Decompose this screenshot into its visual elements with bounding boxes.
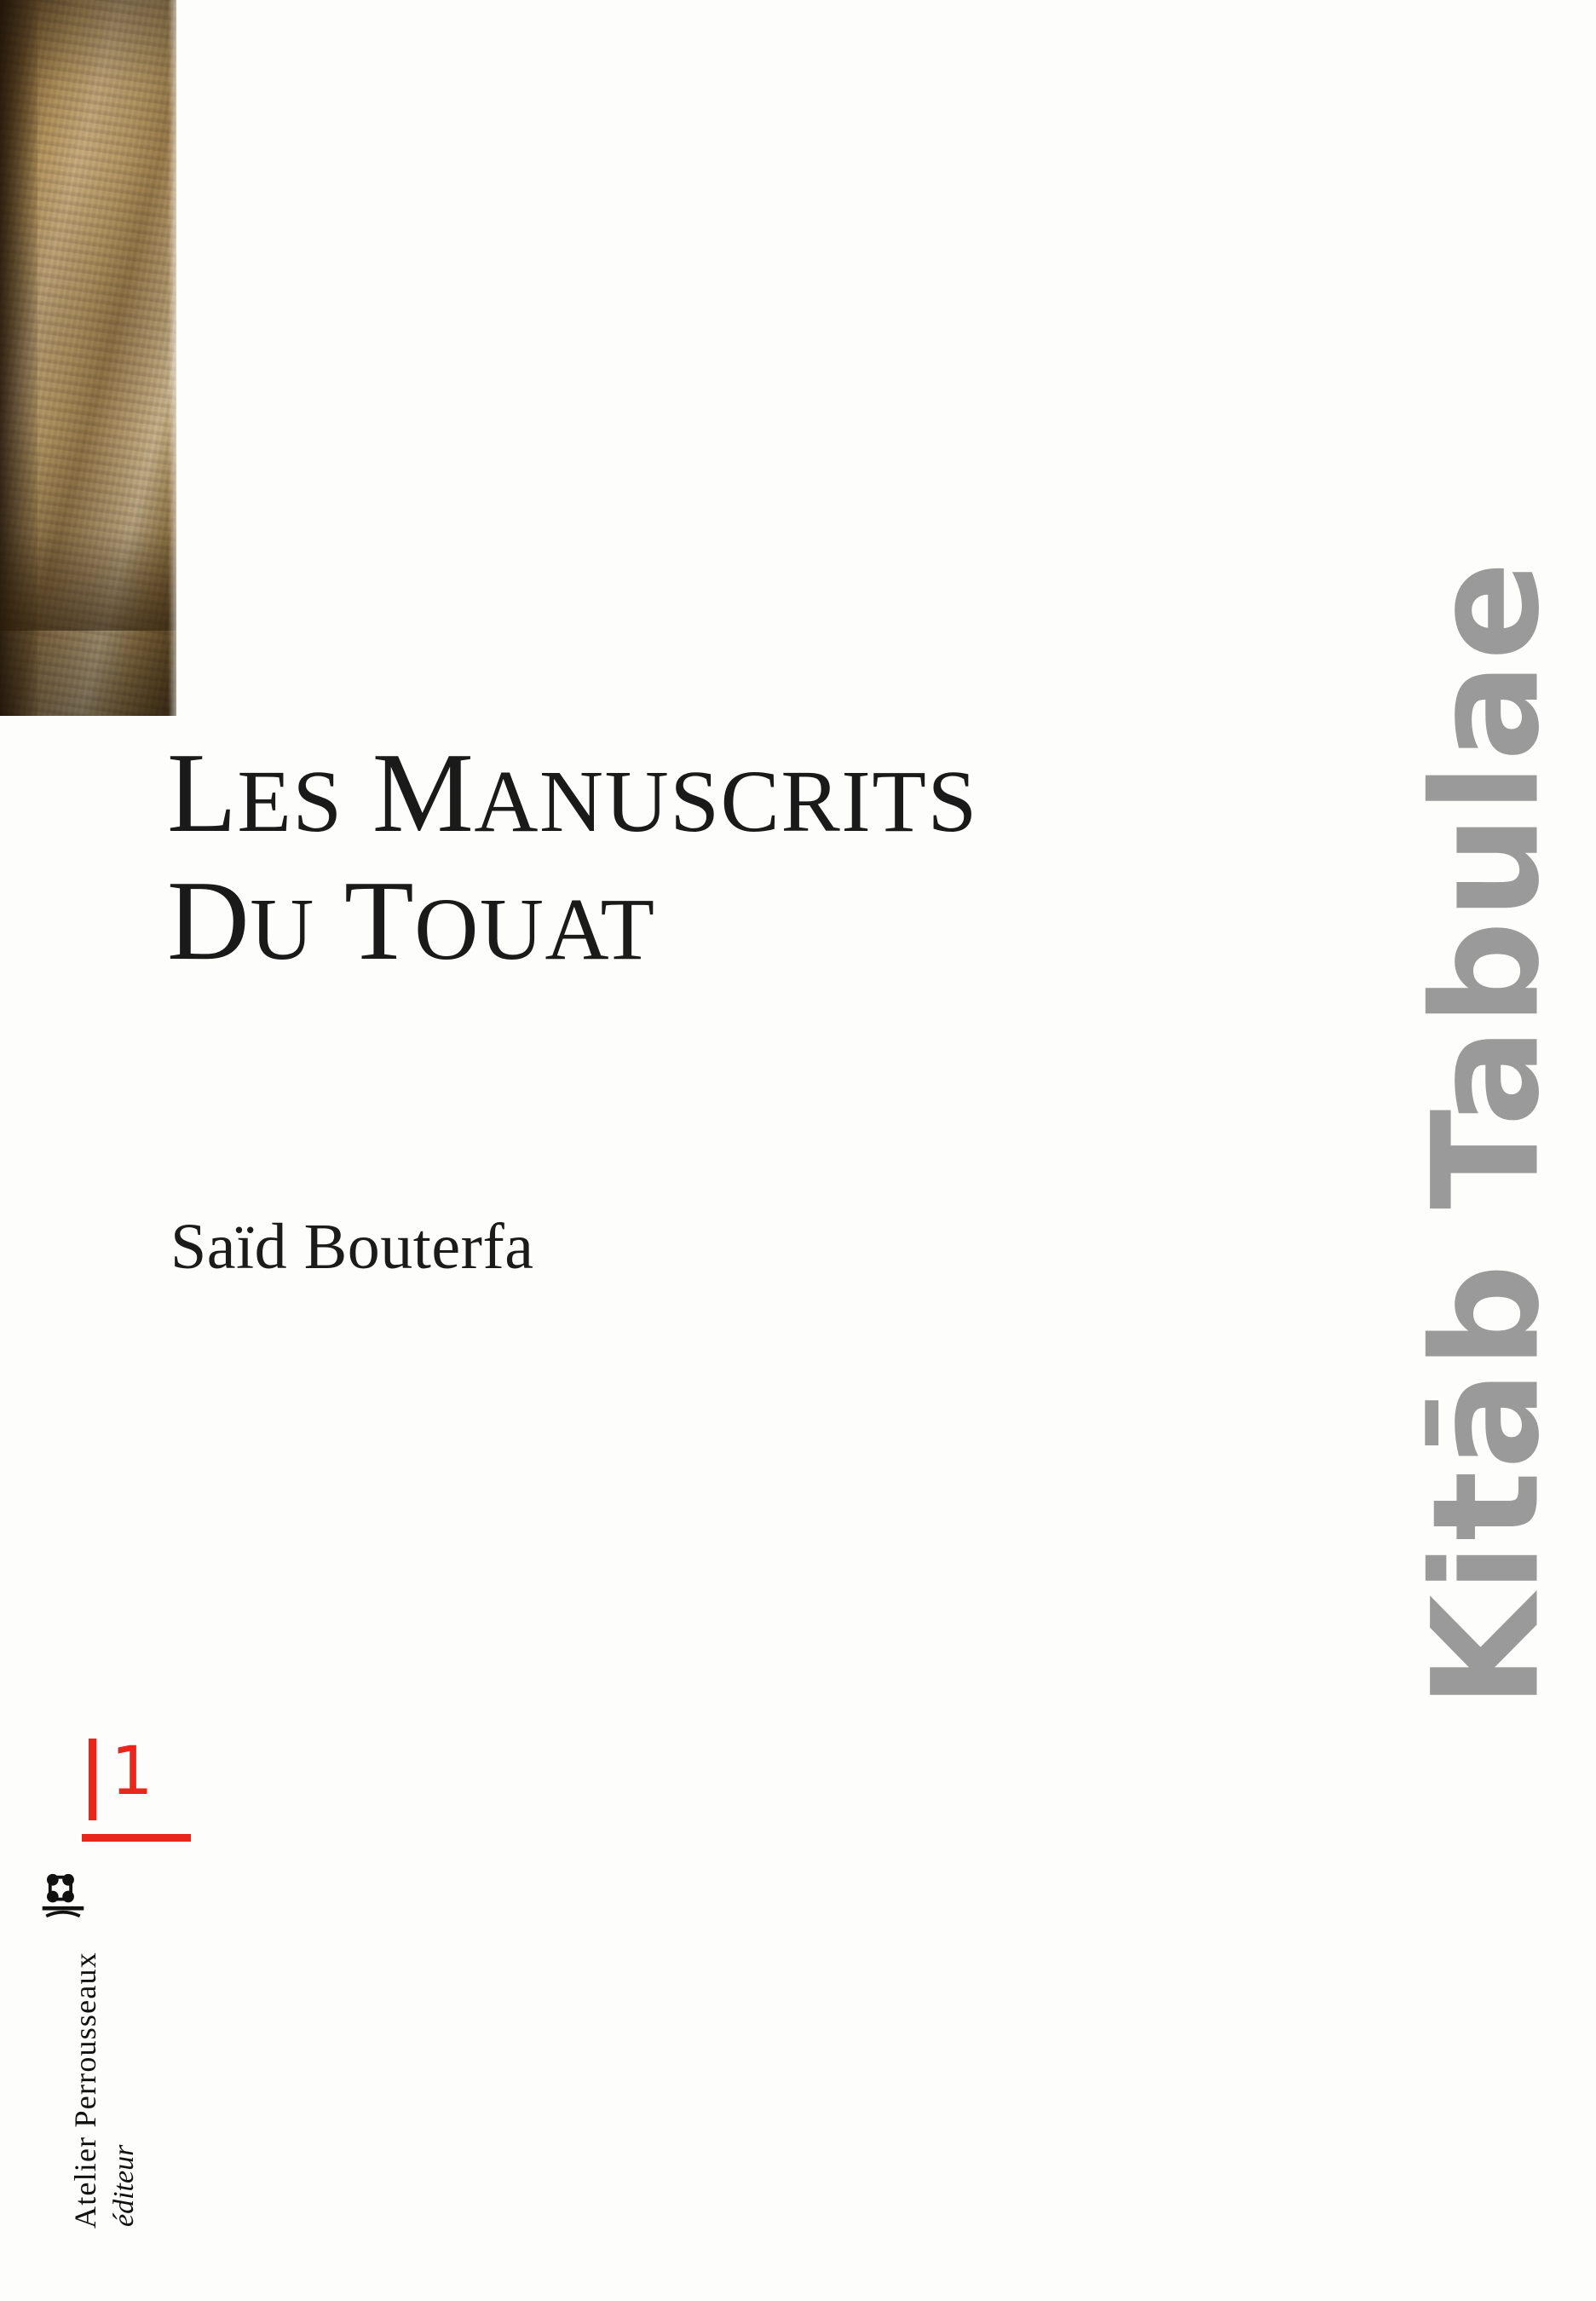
volume-number-block [82, 1733, 193, 1810]
series-title [1371, 0, 1596, 2301]
photo-bottom-shadow [0, 528, 176, 631]
cover-photo-strip [0, 0, 176, 716]
publisher-name: Atelier Perrousseaux [68, 1952, 102, 2229]
publisher-role: éditeur [108, 2144, 140, 2227]
photo-right-edge [168, 0, 176, 716]
volume-number: 1 [111, 1733, 153, 1810]
publisher-text-block [67, 1837, 141, 2229]
title-line-1: LES MANUSCRITS [167, 730, 978, 856]
series-title-text: Kitāb Tabulae [1400, 559, 1572, 1709]
book-title [167, 729, 1360, 984]
publisher-imprint [9, 1849, 179, 2229]
book-author: Saïd Bouterfa [170, 1211, 534, 1283]
title-line-2: DU TOUAT [167, 857, 656, 984]
volume-rule-vertical [89, 1739, 96, 1820]
